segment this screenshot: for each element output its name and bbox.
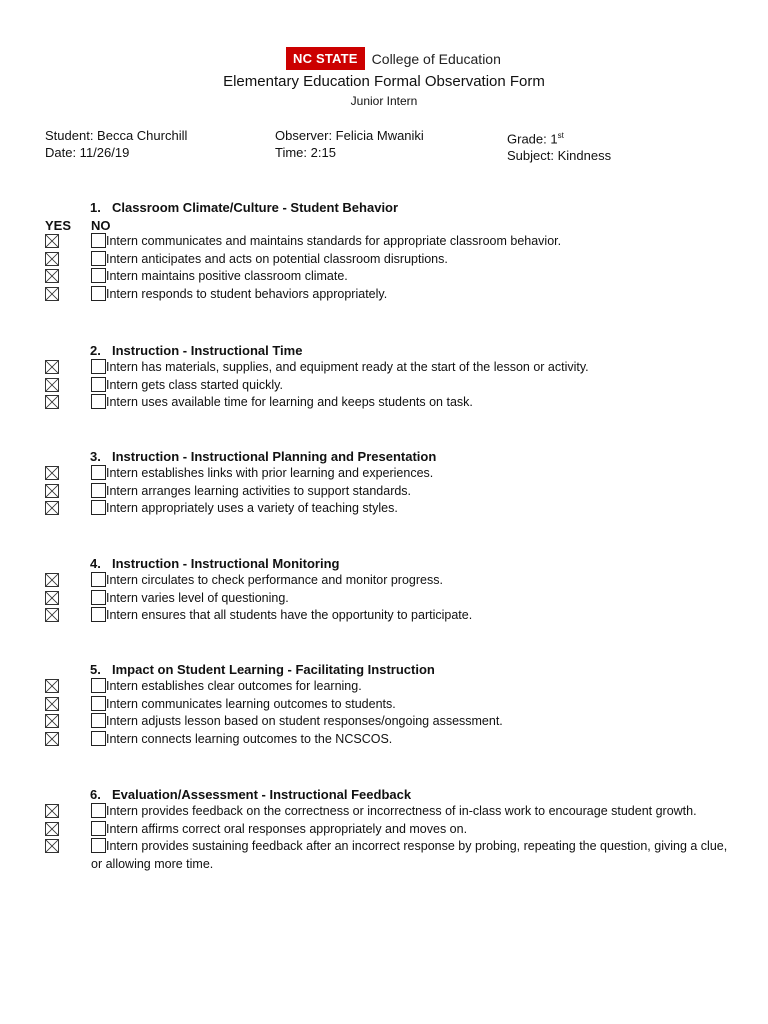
checklist-item bbox=[45, 465, 735, 483]
date-field: Date: 11/26/19 bbox=[45, 145, 130, 160]
yes-checkbox-checked[interactable] bbox=[45, 573, 59, 587]
no-checkbox[interactable] bbox=[91, 572, 106, 587]
section-4 bbox=[45, 555, 735, 625]
checklist-item bbox=[45, 607, 735, 625]
form-title: Elementary Education Formal Observation Form bbox=[223, 73, 545, 90]
section-heading bbox=[90, 661, 735, 678]
no-checkbox[interactable] bbox=[91, 359, 106, 374]
item-text: Intern establishes clear outcomes for learning. bbox=[106, 679, 362, 693]
checklist-item bbox=[45, 233, 735, 251]
section-number: 4. bbox=[90, 556, 101, 571]
section-title: Instruction - Instructional Planning and Presentation bbox=[112, 449, 437, 464]
yes-checkbox-checked[interactable] bbox=[45, 252, 59, 266]
no-checkbox[interactable] bbox=[91, 500, 106, 515]
yes-label: YES bbox=[45, 218, 72, 233]
time-field: Time: 2:15 bbox=[275, 145, 336, 160]
yes-checkbox-checked[interactable] bbox=[45, 804, 59, 818]
logo-college: College of Education bbox=[371, 50, 501, 67]
yes-checkbox-checked[interactable] bbox=[45, 287, 59, 301]
item-text: Intern affirms correct oral responses appropriately and moves on. bbox=[106, 821, 468, 836]
section-title: Evaluation/Assessment - Instructional Feedback bbox=[112, 787, 412, 802]
item-text: Intern adjusts lesson based on student responses/ongoing assessment. bbox=[106, 714, 503, 728]
item-text: Intern provides feedback on the correctness or incorrectness of in-class work to encourage student growth. bbox=[106, 804, 697, 818]
yes-checkbox-checked[interactable] bbox=[45, 269, 59, 283]
item-text: Intern circulates to check performance and monitor progress. bbox=[106, 573, 443, 587]
item-text: Intern gets class started quickly. bbox=[106, 377, 283, 392]
checklist-item bbox=[45, 251, 735, 269]
checklist-item bbox=[45, 286, 735, 304]
section-number: 2. bbox=[90, 343, 101, 358]
section-2 bbox=[45, 342, 735, 412]
no-checkbox[interactable] bbox=[91, 233, 106, 248]
yes-checkbox-checked[interactable] bbox=[45, 591, 59, 605]
section-number: 1. bbox=[90, 200, 101, 215]
ncstate-logo bbox=[286, 47, 501, 70]
no-checkbox[interactable] bbox=[91, 731, 106, 746]
section-heading bbox=[90, 555, 735, 572]
checklist-item bbox=[45, 572, 735, 590]
checklist-item bbox=[45, 500, 735, 518]
checklist-item bbox=[45, 394, 735, 412]
yes-checkbox-checked[interactable] bbox=[45, 679, 59, 693]
item-text: Intern appropriately uses a variety of teaching styles. bbox=[106, 501, 398, 515]
checklist-item bbox=[45, 838, 735, 856]
yes-checkbox-checked[interactable] bbox=[45, 697, 59, 711]
item-text: Intern establishes links with prior learning and experiences. bbox=[106, 466, 434, 480]
grade-field: Grade: 1st bbox=[507, 131, 564, 147]
no-checkbox[interactable] bbox=[91, 713, 106, 728]
checklist-item bbox=[45, 821, 735, 839]
observer-field: Observer: Felicia Mwaniki bbox=[275, 128, 424, 143]
no-checkbox[interactable] bbox=[91, 678, 106, 693]
no-checkbox[interactable] bbox=[91, 286, 106, 301]
section-heading bbox=[90, 448, 735, 465]
yes-checkbox-checked[interactable] bbox=[45, 501, 59, 515]
checklist-item bbox=[45, 731, 735, 749]
section-heading bbox=[90, 786, 735, 803]
no-checkbox[interactable] bbox=[91, 607, 106, 622]
no-checkbox[interactable] bbox=[91, 803, 106, 818]
section-5 bbox=[45, 661, 735, 748]
no-checkbox[interactable] bbox=[91, 590, 106, 605]
section-title: Instruction - Instructional Time bbox=[112, 343, 303, 358]
item-text: Intern communicates and maintains standards for appropriate classroom behavior. bbox=[106, 234, 562, 248]
section-1 bbox=[45, 199, 735, 303]
no-checkbox[interactable] bbox=[91, 394, 106, 409]
yes-checkbox-checked[interactable] bbox=[45, 608, 59, 622]
no-checkbox[interactable] bbox=[91, 268, 106, 283]
section-heading bbox=[90, 199, 735, 216]
checklist-item bbox=[45, 590, 735, 608]
item-text: Intern varies level of questioning. bbox=[106, 590, 289, 605]
no-checkbox[interactable] bbox=[91, 696, 106, 711]
item-text: Intern has materials, supplies, and equipment ready at the start of the lesson or activity. bbox=[106, 360, 589, 374]
item-text: Intern uses available time for learning and keeps students on task. bbox=[106, 395, 473, 409]
section-number: 5. bbox=[90, 662, 101, 677]
section-title: Classroom Climate/Culture - Student Behavior bbox=[112, 200, 399, 215]
yes-checkbox-checked[interactable] bbox=[45, 484, 59, 498]
yes-checkbox-checked[interactable] bbox=[45, 732, 59, 746]
checklist-item bbox=[45, 696, 735, 714]
yes-checkbox-checked[interactable] bbox=[45, 714, 59, 728]
item-text: Intern connects learning outcomes to the NCSCOS. bbox=[106, 731, 393, 746]
no-checkbox[interactable] bbox=[91, 251, 106, 266]
no-checkbox[interactable] bbox=[91, 821, 106, 836]
item-text: Intern ensures that all students have the opportunity to participate. bbox=[106, 608, 473, 622]
yes-checkbox-checked[interactable] bbox=[45, 234, 59, 248]
no-checkbox[interactable] bbox=[91, 483, 106, 498]
yes-checkbox-checked[interactable] bbox=[45, 822, 59, 836]
section-number: 3. bbox=[90, 449, 101, 464]
checklist-item bbox=[45, 268, 735, 286]
checklist-item bbox=[45, 483, 735, 501]
no-checkbox[interactable] bbox=[91, 465, 106, 480]
yes-checkbox-checked[interactable] bbox=[45, 839, 59, 853]
no-label: NO bbox=[91, 218, 111, 233]
yes-checkbox-checked[interactable] bbox=[45, 466, 59, 480]
no-checkbox[interactable] bbox=[91, 377, 106, 392]
section-3 bbox=[45, 448, 735, 518]
item-text: Intern maintains positive classroom climate. bbox=[106, 269, 348, 283]
checklist-item bbox=[45, 359, 735, 377]
checklist-item bbox=[45, 713, 735, 731]
section-heading bbox=[90, 342, 735, 359]
yes-checkbox-checked[interactable] bbox=[45, 378, 59, 392]
meta-col-3 bbox=[507, 127, 611, 164]
logo-brand: NC STATE bbox=[286, 47, 365, 70]
yes-checkbox-checked[interactable] bbox=[45, 360, 59, 374]
item-text: Intern responds to student behaviors appropriately. bbox=[106, 286, 388, 301]
item-text: Intern arranges learning activities to support standards. bbox=[106, 483, 412, 498]
meta-col-1 bbox=[45, 127, 187, 161]
checklist-item bbox=[45, 678, 735, 696]
checklist-item bbox=[45, 377, 735, 395]
section-title: Impact on Student Learning - Facilitating Instruction bbox=[112, 662, 435, 677]
meta-col-2 bbox=[275, 127, 424, 161]
form-subtitle: Junior Intern bbox=[350, 94, 418, 108]
section-title: Instruction - Instructional Monitoring bbox=[112, 556, 340, 571]
item-text: Intern provides sustaining feedback after an incorrect response by probing, repeating the question, giving a clue, bbox=[106, 839, 728, 853]
item-text-continuation: or allowing more time. bbox=[91, 856, 214, 871]
yes-checkbox-checked[interactable] bbox=[45, 395, 59, 409]
checklist-item bbox=[45, 803, 735, 821]
student-field: Student: Becca Churchill bbox=[45, 128, 188, 143]
item-text: Intern anticipates and acts on potential classroom disruptions. bbox=[106, 251, 448, 266]
section-number: 6. bbox=[90, 787, 101, 802]
subject-field: Subject: Kindness bbox=[507, 148, 612, 164]
item-text: Intern communicates learning outcomes to students. bbox=[106, 696, 396, 711]
section-6 bbox=[45, 786, 735, 873]
no-checkbox[interactable] bbox=[91, 838, 106, 853]
